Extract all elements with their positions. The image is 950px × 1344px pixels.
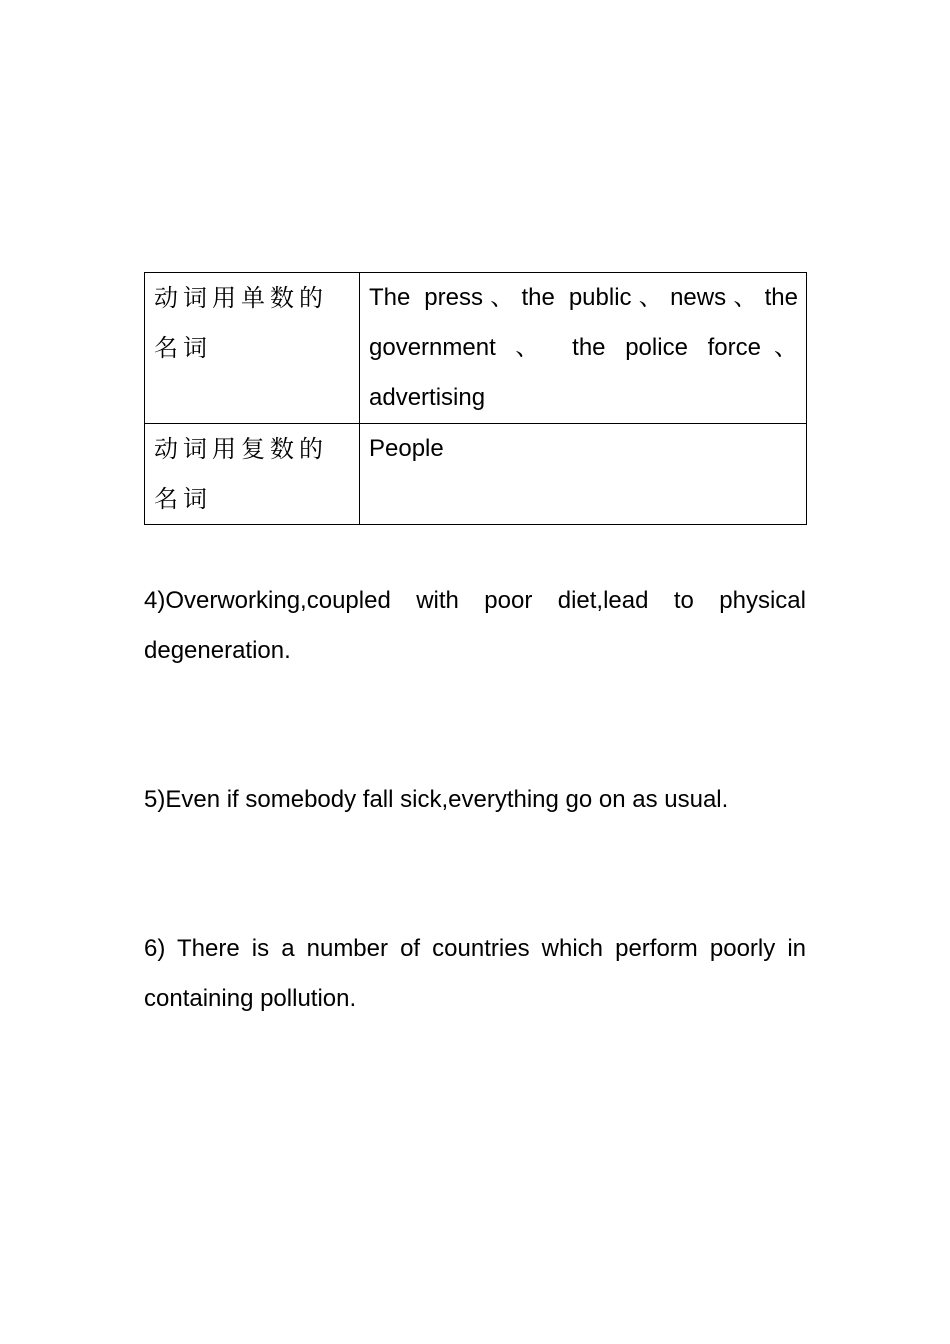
table-row (145, 424, 807, 525)
plural-verb-label-cell: 动词用复数的名词 (145, 424, 360, 525)
noun-agreement-table (144, 272, 807, 525)
sentence-5: 5)Even if somebody fall sick,everything go on as usual. (144, 786, 729, 813)
singular-verb-label-cell: 动词用单数的名词 (145, 273, 360, 424)
plural-nouns-cell: People (360, 424, 807, 525)
sentence-6: 6) There is a number of countries which perform poorly in containing pollution. (144, 935, 806, 1012)
table-row (145, 273, 807, 424)
singular-nouns-cell: The press、the public、news、the government 、 the police force、advertising (360, 273, 807, 424)
sentence-4: 4)Overworking,coupled with poor diet,lead to physical degeneration. (144, 587, 806, 664)
